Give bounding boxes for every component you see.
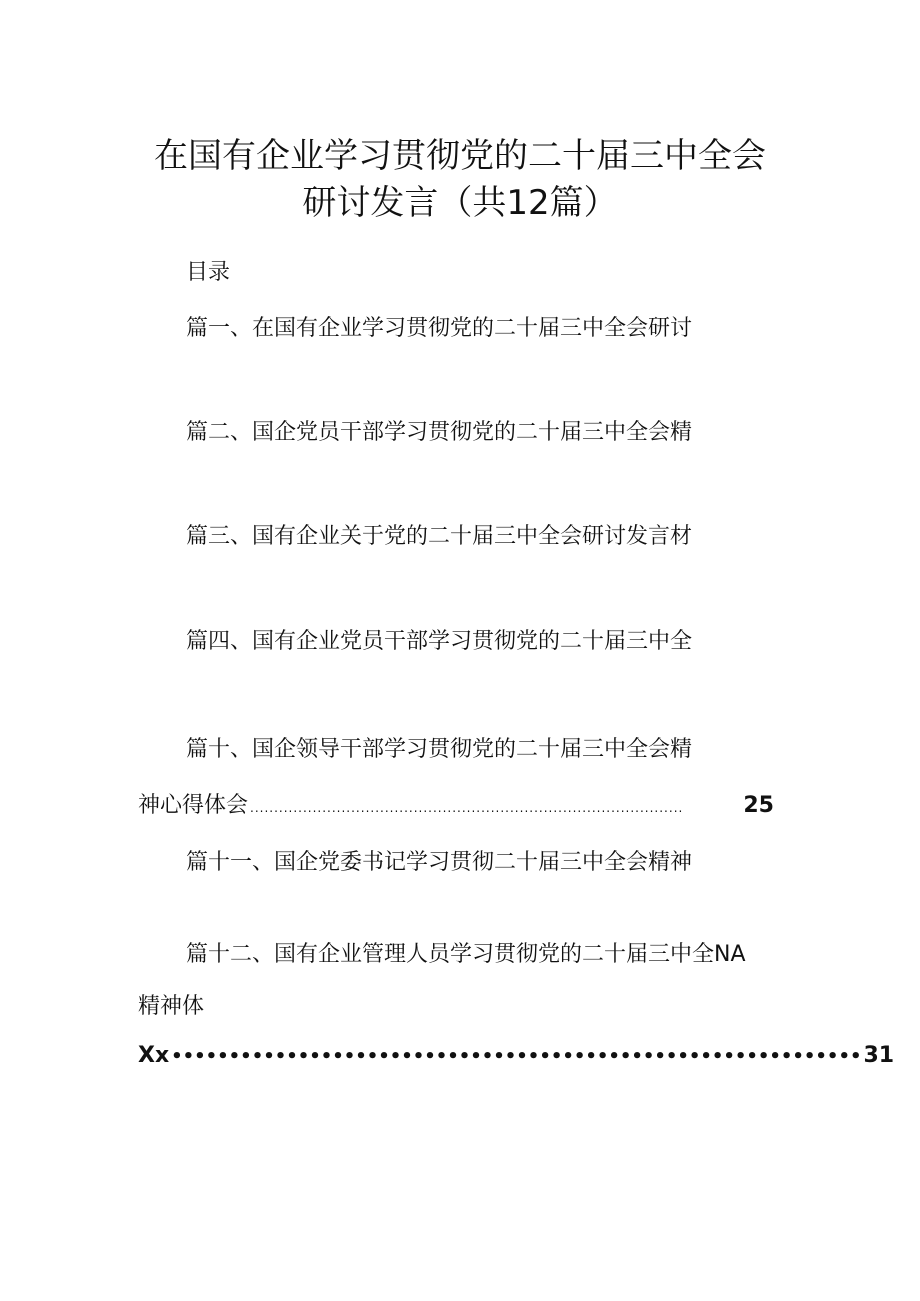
toc-entry-10[interactable]: 篇十、国企领导干部学习贯彻党的二十届三中全会精 <box>186 737 693 762</box>
document-title-line-1: 在国有企业学习贯彻党的二十届三中全会 <box>154 136 766 176</box>
toc-entry-12[interactable] <box>186 940 746 970</box>
toc-entry-12-leader-row[interactable] <box>138 1041 895 1071</box>
toc-entry-3[interactable]: 篇三、国有企业关于党的二十届三中全会研讨发言材 <box>186 524 693 549</box>
toc-entry-2[interactable]: 篇二、国企党员干部学习贯彻党的二十届三中全会精 <box>186 420 693 445</box>
toc-entry-4[interactable]: 篇四、国有企业党员干部学习贯彻党的二十届三中全 <box>186 629 693 654</box>
dot-leader: .......................................................................................... <box>250 801 684 815</box>
toc-entry-12-page-number: 31 <box>863 1043 895 1068</box>
toc-entry-12-label: 篇十二、国有企业管理人员学习贯彻党的二十届三中全NA <box>186 942 746 967</box>
document-title-line-2: 研讨发言（共12篇） <box>302 183 618 223</box>
toc-entry-11[interactable]: 篇十一、国企党委书记学习贯彻二十届三中全会精神 <box>186 850 693 875</box>
toc-entry-12-continuation-2: Xx <box>138 1043 170 1068</box>
toc-entry-1[interactable]: 篇一、在国有企业学习贯彻党的二十届三中全会研讨 <box>186 316 693 341</box>
toc-entry-10-page-number: 25 <box>743 793 774 818</box>
toc-entry-10-continuation: 神心得体会 <box>138 793 249 818</box>
bullet-leader: •••••••••••••••••••••••••••••••••••••••••••••••••••••••••••• <box>171 1046 862 1067</box>
toc-entry-10-leader-row[interactable] <box>138 791 774 821</box>
toc-entry-12-continuation: 精神体 <box>138 994 205 1019</box>
toc-heading: 目录 <box>186 260 231 285</box>
